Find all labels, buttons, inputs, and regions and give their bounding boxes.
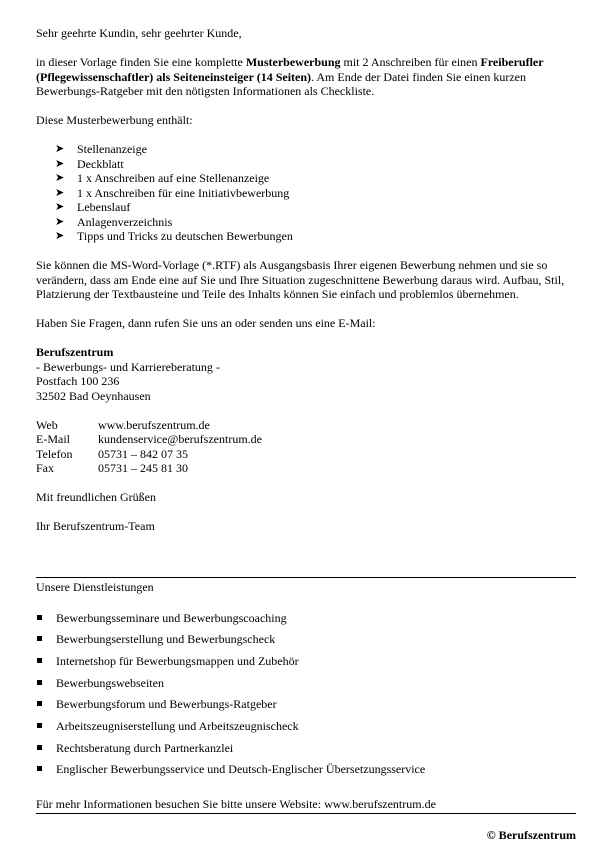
contact-label: E-Mail — [36, 432, 70, 446]
signature: Ihr Berufszentrum-Team — [36, 519, 155, 533]
contact-label: Telefon — [36, 446, 73, 461]
square-bullet-icon — [37, 615, 42, 620]
list-item-label: Anlagenverzeichnis — [77, 214, 173, 229]
list-item-label: 1 x Anschreiben auf eine Stellenanzeige — [77, 171, 270, 185]
intro-text-3: . Am Ende der Datei finden Sie einen kurzen Bewerbungs-Ratgeber mit den nötigsten Informationen als Checkliste. — [36, 69, 526, 98]
phone-value: 05731 – 842 07 35 — [98, 446, 188, 461]
list-item-label: Englischer Bewerbungsservice und Deutsch-Englischer Übersetzungsservice — [56, 762, 426, 777]
contents-list — [36, 142, 576, 244]
arrow-bullet-icon: ➤ — [55, 186, 65, 199]
intro-bold-2: Freiberufler (Pflegewissenschaftler) als Seiteneinsteiger (14 Seiten) — [36, 55, 544, 84]
list-item — [36, 186, 576, 201]
intro-text-2: mit 2 Anschreiben für einen — [340, 55, 481, 69]
contact-row-phone — [36, 447, 262, 462]
arrow-bullet-icon: ➤ — [55, 201, 65, 213]
contact-table — [36, 418, 262, 476]
arrow-bullet-icon: ➤ — [55, 172, 65, 184]
contact-label: Fax — [36, 461, 54, 475]
list-item-label: Bewerbungswebseiten — [56, 675, 164, 690]
contact-row-email — [36, 432, 262, 447]
list-item — [36, 215, 576, 230]
list-item — [36, 171, 576, 186]
services-section — [36, 580, 576, 784]
list-item — [36, 200, 576, 215]
list-item-label: 1 x Anschreiben für eine Initiativbewerbung — [77, 185, 290, 200]
list-item-label: Bewerbungsseminare und Bewerbungscoaching — [56, 610, 287, 625]
square-bullet-icon — [37, 680, 42, 685]
list-item-label: Deckblatt — [77, 156, 124, 171]
list-item-label: Tipps und Tricks zu deutschen Bewerbungen — [77, 229, 293, 243]
square-bullet-icon — [37, 701, 42, 706]
list-item — [36, 157, 576, 172]
list-item-label: Lebenslauf — [77, 200, 131, 214]
footer-divider — [36, 813, 576, 814]
list-item — [36, 676, 576, 698]
list-item-label: Rechtsberatung durch Partnerkanzlei — [56, 740, 234, 755]
services-heading: Unsere Dienstleistungen — [36, 580, 154, 594]
arrow-bullet-icon: ➤ — [55, 230, 65, 242]
intro-bold-1: Musterbewerbung — [245, 55, 341, 69]
arrow-bullet-icon: ➤ — [55, 157, 65, 170]
list-item — [36, 611, 576, 633]
list-item — [36, 697, 576, 719]
square-bullet-icon — [37, 723, 42, 728]
website-link[interactable]: www.berufszentrum.de — [98, 417, 210, 432]
contents-heading: Diese Musterbewerbung enthält: — [36, 113, 193, 127]
questions-paragraph: Haben Sie Fragen, dann rufen Sie uns an oder senden uns eine E-Mail: — [36, 316, 376, 330]
square-bullet-icon — [37, 636, 42, 641]
company-postbox: Postfach 100 236 — [36, 374, 120, 388]
list-item — [36, 762, 576, 784]
arrow-bullet-icon: ➤ — [55, 215, 65, 228]
more-info — [36, 797, 576, 812]
company-city: 32502 Bad Oeynhausen — [36, 388, 151, 403]
list-item — [36, 229, 576, 244]
arrow-bullet-icon: ➤ — [55, 143, 65, 155]
contact-row-web — [36, 418, 262, 433]
letter-body — [36, 26, 576, 534]
list-item — [36, 142, 576, 157]
list-item-label: Bewerbungserstellung und Bewerbungscheck — [56, 632, 276, 647]
intro-paragraph — [36, 55, 576, 99]
section-divider — [36, 577, 576, 578]
company-tagline: - Bewerbungs- und Karriereberatung - — [36, 359, 220, 374]
company-name: Berufszentrum — [36, 345, 114, 359]
intro-text-1: in dieser Vorlage finden Sie eine komplette — [36, 55, 246, 69]
list-item — [36, 741, 576, 763]
contact-row-fax — [36, 461, 262, 476]
list-item-label: Arbeitszeugniserstellung und Arbeitszeugnischeck — [56, 718, 299, 733]
list-item — [36, 632, 576, 654]
services-list — [36, 611, 576, 785]
greeting: Sehr geehrte Kundin, sehr geehrter Kunde, — [36, 26, 242, 40]
square-bullet-icon — [37, 745, 42, 750]
square-bullet-icon — [37, 766, 42, 771]
list-item — [36, 654, 576, 676]
usage-paragraph: Sie können die MS-Word-Vorlage (*.RTF) als Ausgangsbasis Ihrer eigenen Bewerbung nehmen und sie so verändern, dass am Ende eine auf Sie und Ihre Situation zugeschnittene Bewerbung daraus wird. Aufbau, Stil, Platzierung der Textbausteine und Teile des Inhalts können Sie einfach und problemlos übernehmen. — [36, 258, 565, 301]
square-bullet-icon — [37, 658, 42, 663]
fax-value: 05731 – 245 81 30 — [98, 461, 188, 475]
contact-label: Web — [36, 417, 58, 432]
list-item — [36, 719, 576, 741]
email-link[interactable]: kundenservice@berufszentrum.de — [98, 432, 262, 446]
more-info-text: Für mehr Informationen besuchen Sie bitte unsere Website: www.berufszentrum.de — [36, 797, 436, 811]
list-item-label: Stellenanzeige — [77, 142, 147, 156]
closing: Mit freundlichen Grüßen — [36, 490, 156, 504]
list-item-label: Bewerbungsforum und Bewerbungs-Ratgeber — [56, 697, 277, 712]
copyright-footer: © Berufszentrum — [486, 828, 576, 842]
list-item-label: Internetshop für Bewerbungsmappen und Zubehör — [56, 653, 299, 668]
